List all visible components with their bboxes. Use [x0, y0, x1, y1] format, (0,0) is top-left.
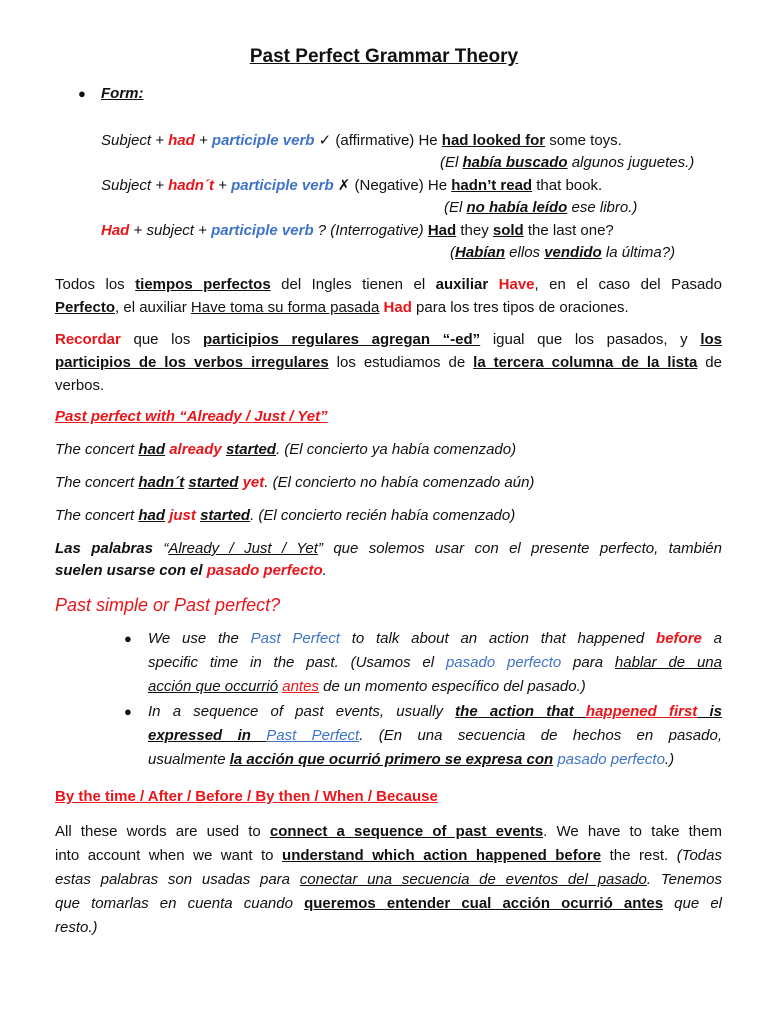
palabras-line-2: suelen usarse con el pasado perfecto.	[55, 562, 327, 579]
form-negative-translation: (El no había leído ese libro.)	[444, 199, 638, 216]
past-simple-or-perfect-heading: Past simple or Past perfect?	[55, 595, 281, 615]
final-paragraph-line-5: resto.)	[55, 919, 98, 936]
form-label: Form:	[101, 85, 144, 102]
connectors-heading: By the time / After / Before / By then / When / Because	[55, 788, 438, 805]
bullet-2-line-1: In a sequence of past events, usually the action that happened first is	[148, 703, 722, 720]
bullet-1-line-1: We use the Past Perfect to talk about an action that happened before a	[148, 630, 722, 647]
form-affirmative-translation: (El había buscado algunos juguetes.)	[440, 154, 695, 171]
form-affirmative-line: Subject + had + participle verb ✓ (affirmative) He had looked for some toys.	[101, 132, 622, 149]
final-paragraph-line-2: into account when we want to understand which action happened before the rest. (Todas	[55, 847, 722, 864]
paragraph-recordar-line-3: verbos.	[55, 377, 105, 394]
form-interrogative-translation: (Habían ellos vendido la última?)	[450, 244, 676, 261]
form-negative-line: Subject + hadn´t + participle verb ✗ (Negative) He hadn’t read that book.	[101, 177, 603, 194]
example-yet: The concert hadn´t started yet. (El concierto no había comenzado aún)	[55, 474, 535, 491]
example-already: The concert had already started. (El concierto ya había comenzado)	[55, 441, 517, 458]
paragraph-auxiliar-line-2: Perfecto, el auxiliar Have toma su forma pasada Had para los tres tipos de oraciones.	[55, 299, 629, 316]
bullet-dot: ●	[124, 704, 132, 719]
final-paragraph-line-4: que tomarlas en cuenta cuando queremos entender cual acción ocurrió antes que el	[55, 895, 722, 912]
form-interrogative-line: Had + subject + participle verb ? (Interrogative) Had they sold the last one?	[101, 222, 614, 239]
already-just-yet-heading: Past perfect with “Already / Just / Yet”	[55, 408, 328, 425]
bullet-1-line-2: specific time in the past. (Usamos el pasado perfecto para hablar de una	[148, 654, 722, 671]
page-title: Past Perfect Grammar Theory	[249, 46, 519, 67]
paragraph-recordar-line-2: participios de los verbos irregulares los estudiamos de la tercera columna de la lista de	[55, 354, 722, 371]
bullet-dot: ●	[124, 631, 132, 646]
paragraph-recordar-line-1: Recordar que los participios regulares agregan “-ed” igual que los pasados, y los	[55, 331, 722, 348]
final-paragraph-line-3: estas palabras son usadas para conectar una secuencia de eventos del pasado. Tenemos	[55, 871, 722, 888]
bullet-dot: ●	[78, 86, 86, 101]
bullet-1-line-3: acción que occurrió antes de un momento específico del pasado.)	[148, 678, 586, 695]
bullet-2-line-2: expressed in Past Perfect. (En una secuencia de hechos en pasado,	[148, 727, 722, 744]
example-just: The concert had just started. (El concierto recién había comenzado)	[55, 507, 516, 524]
final-paragraph-line-1: All these words are used to connect a sequence of past events. We have to take them	[55, 823, 722, 840]
bullet-2-line-3: usualmente la acción que ocurrió primero se expresa con pasado perfecto.)	[148, 751, 675, 768]
palabras-line-1: Las palabras “Already / Just / Yet” que solemos usar con el presente perfecto, también	[55, 540, 722, 557]
paragraph-auxiliar-line-1: Todos los tiempos perfectos del Ingles tienen el auxiliar Have, en el caso del Pasado	[55, 276, 722, 293]
